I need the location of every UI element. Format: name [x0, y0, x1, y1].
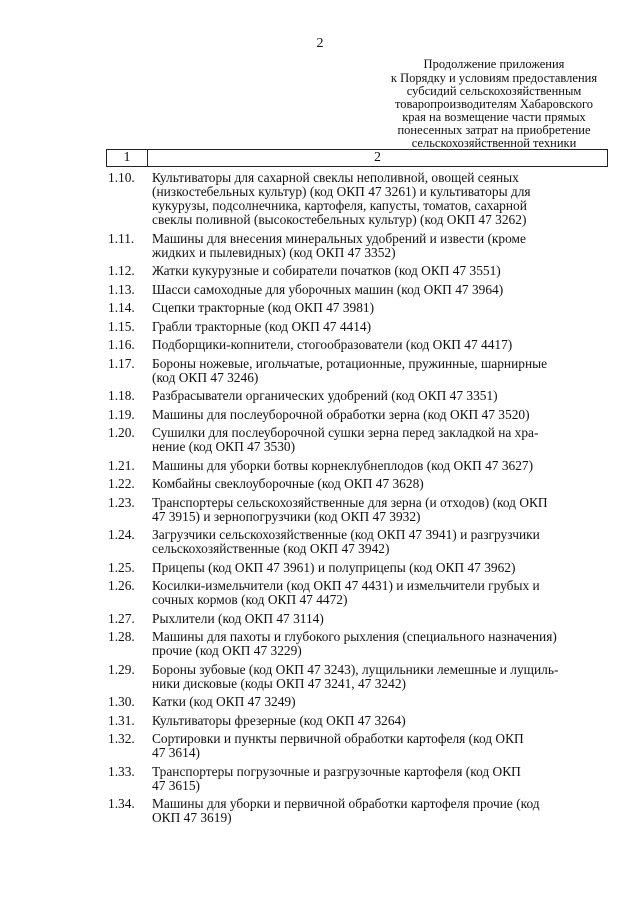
- item-text: [152, 338, 608, 352]
- item-number: 1.19.: [108, 406, 135, 422]
- item-text: [152, 320, 608, 334]
- item-text: [152, 301, 608, 315]
- item-number: 1.15.: [108, 318, 135, 334]
- item-number: 1.17.: [108, 355, 135, 371]
- item-text-line: прочие (код ОКП 47 3229): [152, 643, 302, 658]
- list-item: [108, 630, 608, 658]
- item-text-line: Жатки кукурузные и собиратели початков (код ОКП 47 3551): [152, 263, 501, 278]
- list-item: [108, 528, 608, 556]
- item-text-line: Транспортеры сельскохозяйственные для зерна (и отходов) (код ОКП: [152, 494, 548, 510]
- item-number: 1.18.: [108, 388, 135, 403]
- item-text-line: (код ОКП 47 3246): [152, 369, 259, 385]
- item-text-line: Бороны ножевые, игольчатые, ротационные, пружинные, шарнирные: [152, 355, 548, 371]
- item-number: 1.29.: [108, 661, 135, 677]
- item-text-line: Культиваторы фрезерные (код ОКП 47 3264): [152, 712, 406, 728]
- list-item: [108, 459, 608, 473]
- list-item: [108, 714, 608, 728]
- list-item: [108, 264, 608, 278]
- item-number: 1.28.: [108, 629, 135, 644]
- item-text-line: Машины для уборки и первичной обработки картофеля прочие (код: [152, 796, 540, 811]
- item-text-line: Сушилки для послеуборочной сушки зерна перед закладкой на хра-: [152, 425, 539, 440]
- item-number: 1.27.: [108, 610, 135, 626]
- item-number: 1.16.: [108, 337, 135, 352]
- appendix-continuation: Продолжение приложения: [423, 57, 565, 71]
- item-text: [152, 283, 608, 297]
- item-number: 1.34.: [108, 796, 135, 811]
- item-number: 1.32.: [108, 731, 135, 746]
- item-number: 1.14.: [108, 300, 135, 315]
- appendix-line: сельскохозяйственной техники: [411, 136, 577, 150]
- item-number: 1.30.: [108, 694, 135, 709]
- list-item: [108, 171, 608, 227]
- table-header-col1: 1: [107, 150, 148, 166]
- item-text: [152, 630, 608, 658]
- item-text-line: жидких и пылевидных) (код ОКП 47 3352): [152, 244, 396, 260]
- item-text: [152, 695, 608, 709]
- item-text-line: Косилки-измельчители (код ОКП 47 4431) и измельчители грубых и: [152, 578, 540, 593]
- item-text-line: 47 3915) и зернопогрузчики (код ОКП 47 3932): [152, 508, 421, 524]
- item-text-line: 47 3614): [152, 745, 200, 760]
- item-text-line: Культиваторы для сахарной свеклы неполивной, овощей сеяных: [152, 170, 519, 185]
- item-text-line: кукурузы, подсолнечника, картофеля, капусты, томатов, сахарной: [152, 198, 527, 213]
- item-text-line: 47 3615): [152, 777, 200, 793]
- item-text: [152, 264, 608, 278]
- item-text-line: сельскохозяйственные (код ОКП 47 3942): [152, 541, 390, 556]
- item-text-line: Сортировки и пункты первичной обработки картофеля (код ОКП: [152, 731, 524, 746]
- item-text-line: сочных кормов (код ОКП 47 4472): [152, 592, 348, 607]
- appendix-line: субсидий сельскохозяйственным: [406, 84, 582, 98]
- item-text: [152, 408, 608, 422]
- list-item: [108, 338, 608, 352]
- item-text-line: Катки (код ОКП 47 3249): [152, 694, 296, 709]
- item-text-line: Машины для внесения минеральных удобрений и извести (кроме: [152, 230, 526, 246]
- item-text-line: ОКП 47 3619): [152, 810, 232, 825]
- item-text: [152, 357, 608, 385]
- item-list: [108, 171, 608, 830]
- item-text: [152, 714, 608, 728]
- appendix-line: товаропроизводителям Хабаровского: [394, 97, 594, 111]
- item-text: [152, 561, 608, 575]
- list-item: [108, 408, 608, 422]
- item-number: 1.23.: [108, 494, 135, 510]
- list-item: [108, 232, 608, 260]
- item-text-line: Сцепки тракторные (код ОКП 47 3981): [152, 300, 375, 315]
- item-text: [152, 171, 608, 227]
- item-number: 1.10.: [108, 170, 135, 185]
- item-text-line: Машины для уборки ботвы корнеклубнеплодов (код ОКП 47 3627): [152, 457, 534, 473]
- list-item: [108, 357, 608, 385]
- item-number: 1.20.: [108, 425, 135, 440]
- item-text-line: ники дисковые (коды ОКП 47 3241, 47 3242): [152, 675, 406, 691]
- list-item: [108, 301, 608, 315]
- list-item: [108, 389, 608, 403]
- item-text: [152, 797, 608, 825]
- item-number: 1.22.: [108, 476, 135, 491]
- page-number: 2: [316, 36, 324, 51]
- appendix-line: понесенных затрат на приобретение: [397, 123, 591, 137]
- table-header-col2: 2: [374, 150, 381, 165]
- item-text: [152, 663, 608, 691]
- item-text: [152, 612, 608, 626]
- item-number: 1.13.: [108, 281, 135, 297]
- item-text-line: (низкостебельных культур) (код ОКП 47 3261) и культиваторы для: [152, 184, 531, 199]
- list-item: [108, 797, 608, 825]
- item-number: 1.11.: [108, 230, 135, 246]
- item-number: 1.21.: [108, 457, 135, 473]
- list-item: [108, 477, 608, 491]
- list-item: [108, 612, 608, 626]
- item-text-line: Разбрасыватели органических удобрений (код ОКП 47 3351): [152, 388, 498, 403]
- item-text-line: Машины для пахоты и глубокого рыхления (специального назначения): [152, 629, 557, 644]
- item-text-line: Бороны зубовые (код ОКП 47 3243), лущильники лемешные и лущиль-: [152, 661, 559, 677]
- item-text: [152, 459, 608, 473]
- item-text: [152, 765, 608, 793]
- item-text: [152, 477, 608, 491]
- item-number: 1.25.: [108, 559, 135, 575]
- item-text: [152, 389, 608, 403]
- list-item: [108, 663, 608, 691]
- list-item: [108, 320, 608, 334]
- item-text-line: Рыхлители (код ОКП 47 3114): [152, 610, 324, 626]
- item-text-line: Транспортеры погрузочные и разгрузочные картофеля (код ОКП: [152, 763, 521, 779]
- item-text: [152, 496, 608, 524]
- item-number: 1.26.: [108, 578, 135, 593]
- item-number: 1.12.: [108, 263, 135, 278]
- item-text-line: Комбайны свеклоуборочные (код ОКП 47 3628): [152, 476, 424, 491]
- appendix-heading: [378, 58, 610, 150]
- list-item: [108, 765, 608, 793]
- item-text: [152, 528, 608, 556]
- item-number: 1.24.: [108, 527, 135, 542]
- list-item: [108, 732, 608, 760]
- list-item: [108, 579, 608, 607]
- appendix-line: к Порядку и условиям предоставления: [390, 71, 598, 85]
- list-item: [108, 496, 608, 524]
- item-text: [152, 426, 608, 454]
- appendix-line: края на возмещение части прямых: [402, 110, 586, 124]
- item-number: 1.31.: [108, 712, 135, 728]
- item-text-line: свеклы поливной (высокостебельных культур) (код ОКП 47 3262): [152, 212, 527, 227]
- item-text-line: Подборщики-копнители, стогообразователи (код ОКП 47 4417): [152, 337, 513, 352]
- item-number: 1.33.: [108, 763, 135, 779]
- list-item: [108, 426, 608, 454]
- item-text-line: Загрузчики сельскохозяйственные (код ОКП 47 3941) и разгрузчики: [152, 527, 540, 542]
- item-text-line: Грабли тракторные (код ОКП 47 4414): [152, 318, 372, 334]
- list-item: [108, 695, 608, 709]
- item-text: [152, 232, 608, 260]
- table-header: [106, 149, 608, 167]
- item-text-line: Машины для послеуборочной обработки зерна (код ОКП 47 3520): [152, 406, 530, 422]
- item-text-line: Прицепы (код ОКП 47 3961) и полуприцепы (код ОКП 47 3962): [152, 559, 516, 575]
- item-text-line: нение (код ОКП 47 3530): [152, 439, 296, 454]
- item-text: [152, 579, 608, 607]
- item-text-line: Шасси самоходные для уборочных машин (код ОКП 47 3964): [152, 281, 504, 297]
- list-item: [108, 283, 608, 297]
- list-item: [108, 561, 608, 575]
- item-text: [152, 732, 608, 760]
